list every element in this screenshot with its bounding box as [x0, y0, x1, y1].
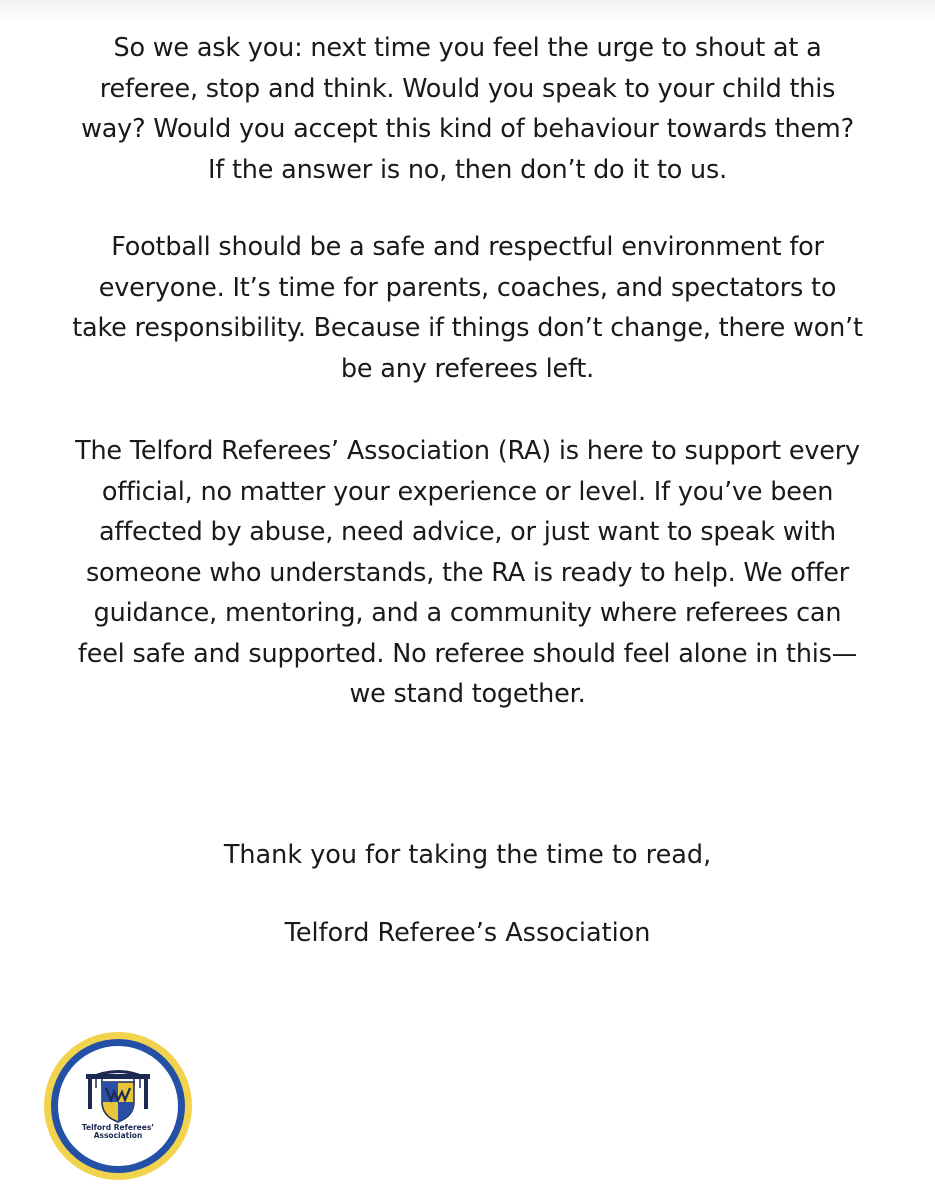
- paragraph-safe-environment: [0, 227, 935, 389]
- logo-text-line2: Association: [93, 1131, 143, 1140]
- text-line: be any referees left.: [340, 353, 595, 384]
- logo-text-line1: Telford Referees’: [81, 1123, 155, 1132]
- signature: Telford Referee’s Association: [284, 918, 651, 948]
- text-line: Football should be a safe and respectful environment for: [111, 232, 824, 262]
- telford-ra-logo: [42, 1030, 194, 1182]
- text-line: take responsibility. Because if things don’t change, there won’t: [72, 313, 863, 343]
- text-line: way? Would you accept this kind of behaviour towards them?: [81, 114, 854, 144]
- top-edge-shade: [0, 0, 935, 22]
- text-line: guidance, mentoring, and a community where referees can: [93, 598, 842, 628]
- shield-icon: [102, 1082, 134, 1122]
- text-line: someone who understands, the RA is ready to help. We offer: [85, 557, 850, 588]
- text-line: feel safe and supported. No referee should feel alone in this—: [77, 638, 858, 669]
- paragraph-ra-support: [0, 431, 935, 715]
- text-line: referee, stop and think. Would you speak to your child this: [99, 73, 836, 104]
- text-line: official, no matter your experience or level. If you’ve been: [101, 476, 834, 507]
- text-line: So we ask you: next time you feel the urge to shout at a: [113, 33, 822, 63]
- thank-you-line: Thank you for taking the time to read,: [223, 840, 712, 870]
- paragraph-ask-parents: [0, 28, 935, 190]
- text-line: The Telford Referees’ Association (RA) is here to support every: [75, 436, 860, 466]
- text-line: everyone. It’s time for parents, coaches, and spectators to: [98, 272, 837, 303]
- text-line: we stand together.: [349, 679, 586, 709]
- text-line: affected by abuse, need advice, or just want to speak with: [99, 517, 836, 547]
- badge-icon: [42, 1030, 194, 1182]
- text-line: If the answer is no, then don’t do it to us.: [207, 154, 728, 185]
